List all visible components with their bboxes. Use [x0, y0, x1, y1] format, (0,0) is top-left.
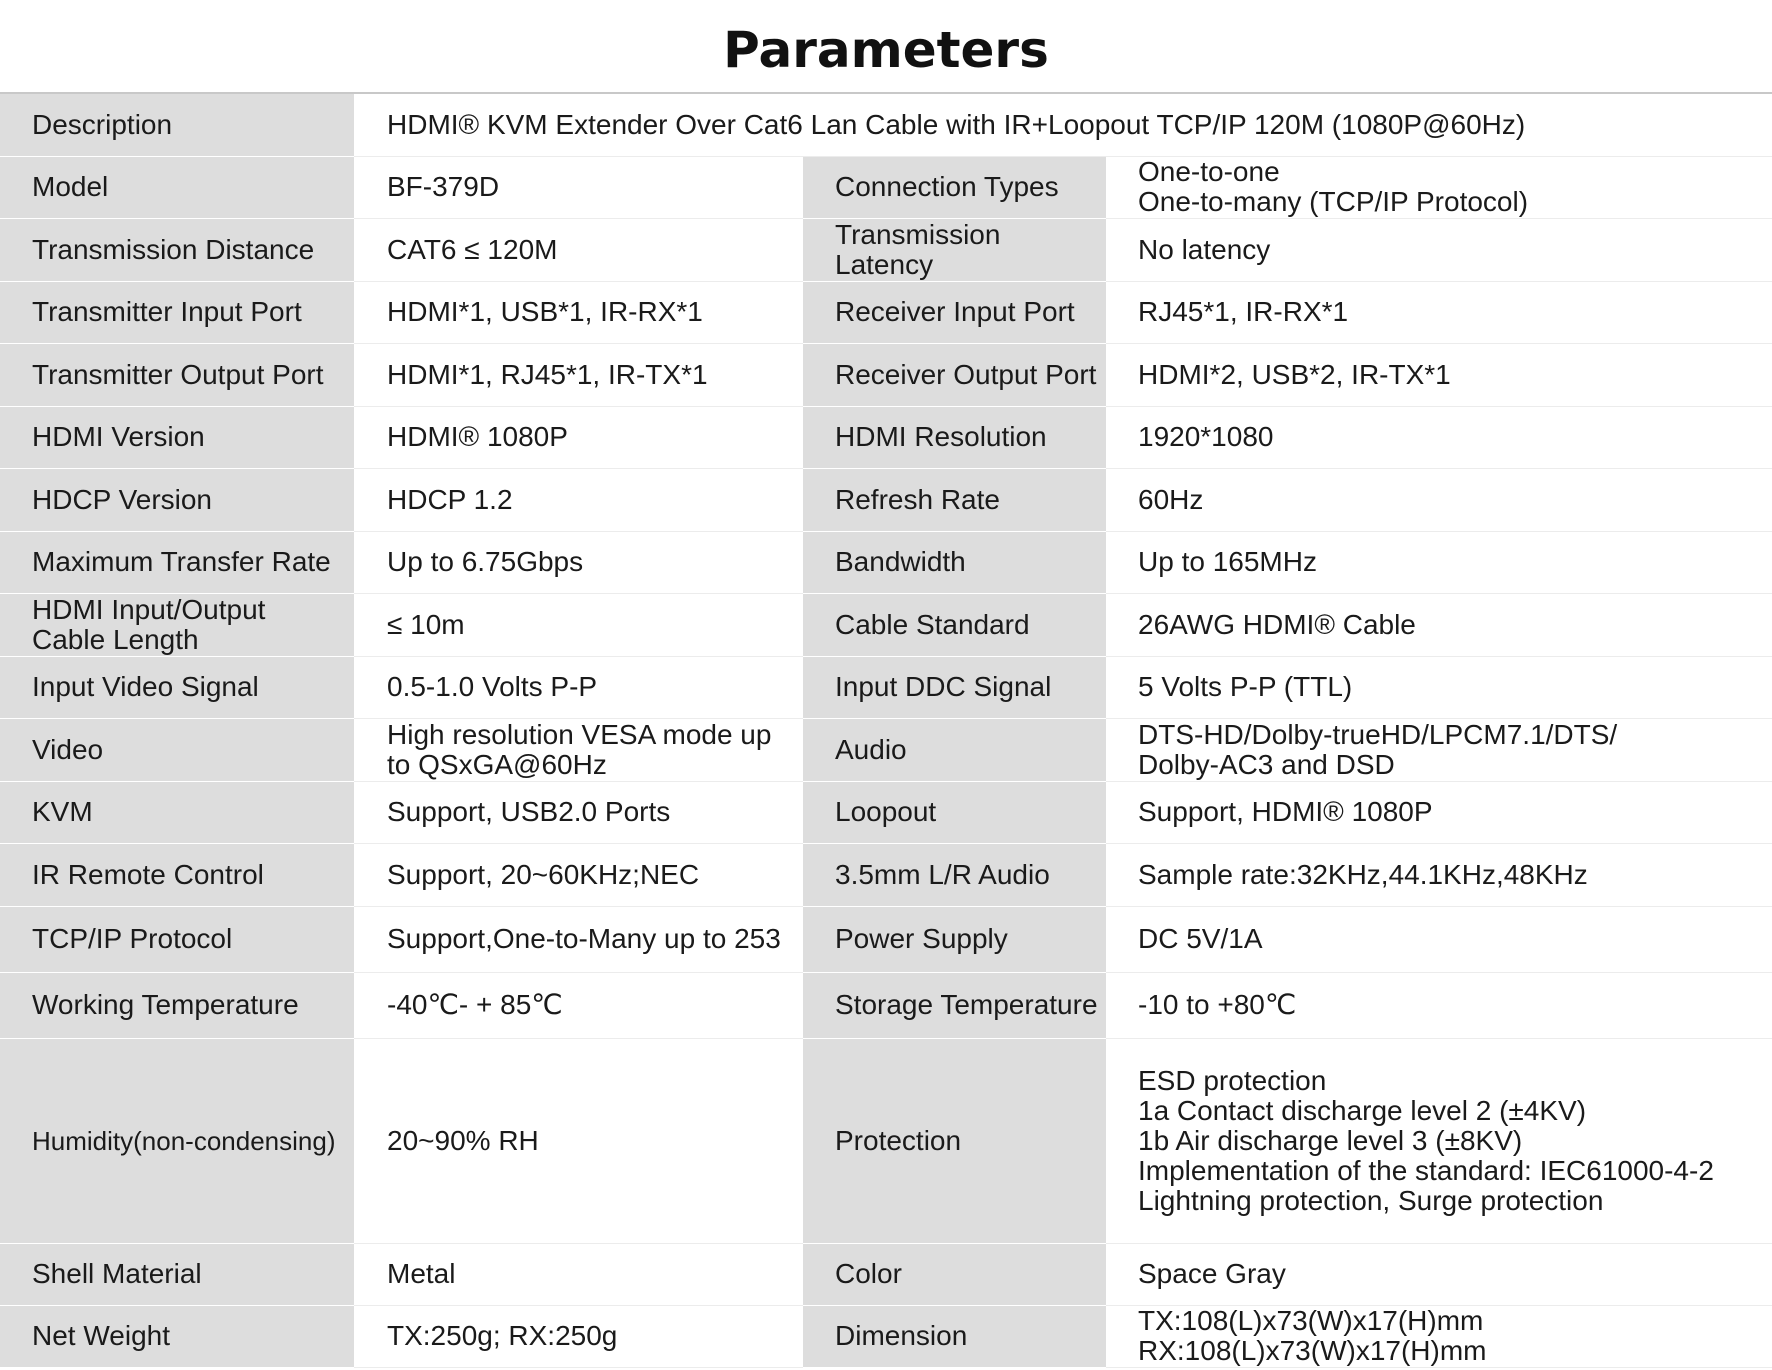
ir-remote-control-value: Support, 20~60KHz;NEC [354, 844, 803, 907]
video-value: High resolution VESA mode up to QSxGA@60Hz [354, 719, 803, 782]
shell-material-value: Metal [354, 1244, 803, 1306]
input-ddc-signal-label: Input DDC Signal [803, 657, 1106, 720]
storage-temperature-value: -10 to +80℃ [1106, 973, 1772, 1039]
receiver-output-port-label: Receiver Output Port [803, 344, 1106, 407]
transmitter-output-port-label: Transmitter Output Port [0, 344, 354, 407]
humidity-value: 20~90% RH [354, 1039, 803, 1244]
cable-length-value: ≤ 10m [354, 594, 803, 657]
maximum-transfer-rate-label: Maximum Transfer Rate [0, 532, 354, 595]
storage-temperature-label: Storage Temperature [803, 973, 1106, 1039]
maximum-transfer-rate-value: Up to 6.75Gbps [354, 532, 803, 595]
refresh-rate-value: 60Hz [1106, 469, 1772, 532]
description-label: Description [0, 94, 354, 157]
tcp-ip-protocol-label: TCP/IP Protocol [0, 907, 354, 973]
bandwidth-label: Bandwidth [803, 532, 1106, 595]
audio-value: DTS-HD/Dolby-trueHD/LPCM7.1/DTS/ Dolby-AC3 and DSD [1106, 719, 1772, 782]
transmission-latency-label: Transmission Latency [803, 219, 1106, 282]
transmission-distance-label: Transmission Distance [0, 219, 354, 282]
loopout-label: Loopout [803, 782, 1106, 845]
hdmi-version-label: HDMI Version [0, 407, 354, 470]
cable-length-label: HDMI Input/Output Cable Length [0, 594, 354, 657]
loopout-value: Support, HDMI® 1080P [1106, 782, 1772, 845]
dimension-label: Dimension [803, 1306, 1106, 1368]
receiver-input-port-value: RJ45*1, IR-RX*1 [1106, 282, 1772, 345]
input-video-signal-label: Input Video Signal [0, 657, 354, 720]
transmission-latency-value: No latency [1106, 219, 1772, 282]
parameters-table [0, 94, 1772, 1368]
video-label: Video [0, 719, 354, 782]
receiver-output-port-value: HDMI*2, USB*2, IR-TX*1 [1106, 344, 1772, 407]
tcp-ip-protocol-value: Support,One-to-Many up to 253 [354, 907, 803, 973]
kvm-label: KVM [0, 782, 354, 845]
hdcp-version-label: HDCP Version [0, 469, 354, 532]
humidity-label: Humidity(non-condensing) [0, 1039, 354, 1244]
audio-35mm-value: Sample rate:32KHz,44.1KHz,48KHz [1106, 844, 1772, 907]
transmitter-input-port-value: HDMI*1, USB*1, IR-RX*1 [354, 282, 803, 345]
shell-material-label: Shell Material [0, 1244, 354, 1306]
hdmi-version-value: HDMI® 1080P [354, 407, 803, 470]
color-value: Space Gray [1106, 1244, 1772, 1306]
audio-label: Audio [803, 719, 1106, 782]
transmitter-output-port-value: HDMI*1, RJ45*1, IR-TX*1 [354, 344, 803, 407]
net-weight-value: TX:250g; RX:250g [354, 1306, 803, 1368]
power-supply-label: Power Supply [803, 907, 1106, 973]
transmission-distance-value: CAT6 ≤ 120M [354, 219, 803, 282]
bandwidth-value: Up to 165MHz [1106, 532, 1772, 595]
page-title: Parameters [0, 0, 1772, 94]
hdmi-resolution-label: HDMI Resolution [803, 407, 1106, 470]
model-value: BF-379D [354, 157, 803, 220]
hdcp-version-value: HDCP 1.2 [354, 469, 803, 532]
receiver-input-port-label: Receiver Input Port [803, 282, 1106, 345]
cable-standard-value: 26AWG HDMI® Cable [1106, 594, 1772, 657]
description-value: HDMI® KVM Extender Over Cat6 Lan Cable with IR+Loopout TCP/IP 120M (1080P@60Hz) [354, 94, 1772, 157]
model-label: Model [0, 157, 354, 220]
color-label: Color [803, 1244, 1106, 1306]
transmitter-input-port-label: Transmitter Input Port [0, 282, 354, 345]
input-ddc-signal-value: 5 Volts P-P (TTL) [1106, 657, 1772, 720]
net-weight-label: Net Weight [0, 1306, 354, 1368]
working-temperature-value: -40℃- + 85℃ [354, 973, 803, 1039]
audio-35mm-label: 3.5mm L/R Audio [803, 844, 1106, 907]
ir-remote-control-label: IR Remote Control [0, 844, 354, 907]
hdmi-resolution-value: 1920*1080 [1106, 407, 1772, 470]
refresh-rate-label: Refresh Rate [803, 469, 1106, 532]
cable-standard-label: Cable Standard [803, 594, 1106, 657]
protection-value: ESD protection 1a Contact discharge level 2 (±4KV) 1b Air discharge level 3 (±8KV) Implementation of the standard: IEC61000-4-2 Lightning protection, Surge protection [1106, 1039, 1772, 1244]
power-supply-value: DC 5V/1A [1106, 907, 1772, 973]
working-temperature-label: Working Temperature [0, 973, 354, 1039]
connection-types-value: One-to-one One-to-many (TCP/IP Protocol) [1106, 157, 1772, 220]
dimension-value: TX:108(L)x73(W)x17(H)mm RX:108(L)x73(W)x17(H)mm [1106, 1306, 1772, 1368]
input-video-signal-value: 0.5-1.0 Volts P-P [354, 657, 803, 720]
kvm-value: Support, USB2.0 Ports [354, 782, 803, 845]
connection-types-label: Connection Types [803, 157, 1106, 220]
protection-label: Protection [803, 1039, 1106, 1244]
